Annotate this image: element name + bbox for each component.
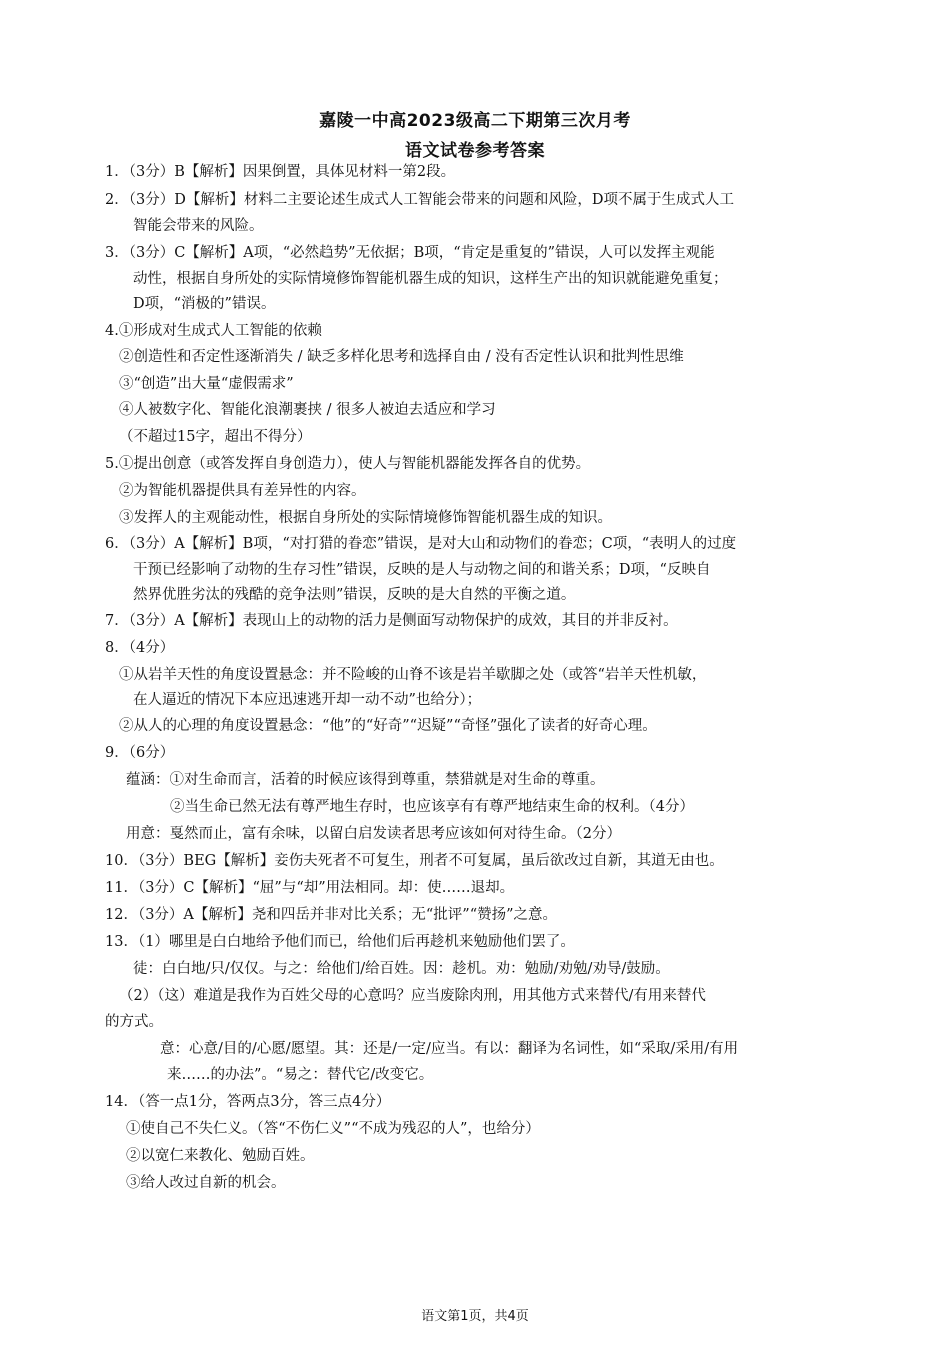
answer-line: 2．（3分）D【解析】材料二主要论述生成式人工智能会带来的问题和风险，D项不属于生成式人工 bbox=[105, 192, 734, 208]
answer-line: D项，“消极的”错误。 bbox=[133, 296, 276, 312]
answer-line: 的方式。 bbox=[105, 1014, 163, 1030]
answer-line: 徒：白白地/只/仅仅。与之：给他们/给百姓。因：趁机。劝：勉励/劝勉/劝导/鼓励。 bbox=[133, 961, 670, 977]
answer-line: 在人逼近的情况下本应迅速逃开却一动不动”也给分）； bbox=[133, 692, 482, 708]
answer-line: 1．（3分）B【解析】因果倒置，具体见材料一第2段。 bbox=[105, 164, 456, 180]
answer-line: 3．（3分）C【解析】A项，“必然趋势”无依据；B项，“肯定是重复的”错误，人可以发挥主观能 bbox=[105, 245, 715, 261]
answer-line: 4.①形成对生成式人工智能的依赖 bbox=[105, 323, 322, 339]
answer-line: 来……的办法”。“易之：替代它/改变它。 bbox=[167, 1067, 434, 1083]
answer-line: 6．（3分）A【解析】B项，“对打猎的眷恋”错误，是对大山和动物们的眷恋；C项，“表明人的过度 bbox=[105, 536, 737, 552]
answer-line: ③“创造”出大量“虚假需求” bbox=[119, 376, 294, 392]
answer-line: ②从人的心理的角度设置悬念：“他”的“好奇”“迟疑”“奇怪”强化了读者的好奇心理。 bbox=[119, 718, 657, 734]
answer-line: 蕴涵：①对生命而言，活着的时候应该得到尊重，禁猎就是对生命的尊重。 bbox=[126, 772, 605, 788]
answer-line: 14．（答一点1分，答两点3分，答三点4分） bbox=[105, 1094, 391, 1110]
answer-line: 11．（3分）C【解析】“屈”与“却”用法相同。却：使……退却。 bbox=[105, 880, 515, 896]
answer-line: ③给人改过自新的机会。 bbox=[126, 1175, 286, 1191]
answer-line: 13．（1）哪里是白白地给予他们而已，给他们后再趁机来勉励他们罢了。 bbox=[105, 934, 575, 950]
answer-line: 10．（3分）BEG【解析】妾伤夫死者不可复生，刑者不可复属，虽后欲改过自新，其道无由也。 bbox=[105, 853, 724, 869]
answer-line: 8．（4分） bbox=[105, 640, 175, 656]
answer-line: ②创造性和否定性逐渐消失 / 缺乏多样化思考和选择自由 / 没有否定性认识和批判性思维 bbox=[119, 349, 684, 365]
page-subtitle: 语文试卷参考答案 bbox=[405, 141, 545, 161]
answer-line: 用意：戛然而止，富有余味，以留白启发读者思考应该如何对待生命。（2分） bbox=[126, 826, 621, 842]
answer-line: ②当生命已然无法有尊严地生存时，也应该享有有尊严地结束生命的权利。（4分） bbox=[170, 799, 694, 815]
answer-line: 7．（3分）A【解析】表现山上的动物的活力是侧面写动物保护的成效，其目的并非反衬。 bbox=[105, 613, 678, 629]
answer-line: （不超过15字，超出不得分） bbox=[119, 429, 312, 445]
answer-line: 12．（3分）A【解析】尧和四岳并非对比关系；无“批评”“赞扬”之意。 bbox=[105, 907, 558, 923]
answer-line: ②以宽仁来教化、勉励百姓。 bbox=[126, 1148, 315, 1164]
page-footer: 语文第1页，共4页 bbox=[421, 1309, 529, 1324]
answer-line: 智能会带来的风险。 bbox=[133, 218, 264, 234]
answer-line: ②为智能机器提供具有差异性的内容。 bbox=[119, 483, 366, 499]
answer-line: 动性，根据自身所处的实际情境修饰智能机器生成的知识，这样生产出的知识就能避免重复； bbox=[133, 271, 728, 287]
answer-line: ①从岩羊天性的角度设置悬念：并不险峻的山脊不该是岩羊歇脚之处（或答“岩羊天性机敏， bbox=[119, 667, 707, 683]
answer-line: ④人被数字化、智能化浪潮裹挟 / 很多人被迫去适应和学习 bbox=[119, 402, 496, 418]
answer-line: ①使自己不失仁义。（答“不伤仁义”“不成为残忍的人”，也给分） bbox=[126, 1121, 540, 1137]
answer-line: （2）（这）难道是我作为百姓父母的心意吗？应当废除肉刑，用其他方式来替代/有用来替代 bbox=[119, 988, 706, 1004]
answer-line: ③发挥人的主观能动性，根据自身所处的实际情境修饰智能机器生成的知识。 bbox=[119, 510, 612, 526]
answer-line: 干预已经影响了动物的生存习性”错误，反映的是人与动物之间的和谐关系；D项，“反映自 bbox=[133, 562, 711, 578]
answer-line: 5.①提出创意（或答发挥自身创造力），使人与智能机器能发挥各自的优势。 bbox=[105, 456, 591, 472]
answer-line: 意：心意/目的/心愿/愿望。其：还是/一定/应当。有以：翻译为名词性，如“采取/采用/有用 bbox=[160, 1041, 739, 1057]
page-title: 嘉陵一中高2023级高二下期第三次月考 bbox=[319, 111, 631, 131]
answer-line: 9．（6分） bbox=[105, 745, 175, 761]
answer-line: 然界优胜劣汰的残酷的竞争法则”错误，反映的是大自然的平衡之道。 bbox=[133, 587, 576, 603]
